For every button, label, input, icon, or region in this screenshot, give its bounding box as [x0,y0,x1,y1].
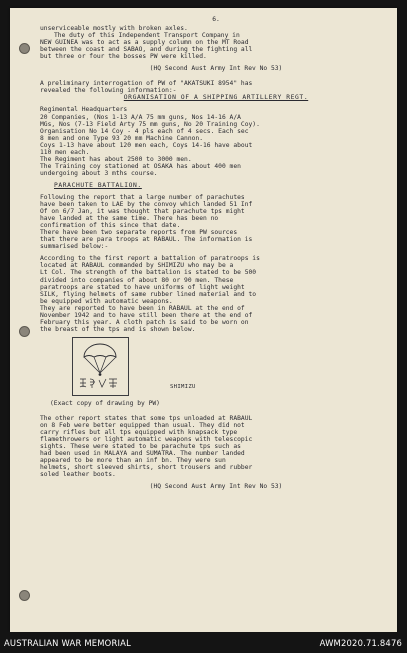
drawing-caption: (Exact copy of drawing by PW) [50,399,160,407]
text-line: but three or four the bosses PW were killed. [40,53,207,61]
footer-institution: AUSTRALIAN WAR MEMORIAL [4,638,131,648]
text-line: soled leather boots. [40,471,116,479]
text-line: SILK, flying helmets of same rubber lined material and to [40,290,257,298]
text-line: 110 men each. [40,148,90,156]
source-citation: (HQ Second Aust Army Int Rev No 53) [149,483,283,491]
page-number: 6. [212,16,220,23]
document-page [10,8,397,632]
text-line: 8 men and one Type 93 20 mm Machine Cannon. [40,134,204,142]
text-line: divided into companies of about 80 or 90 men. These [40,276,234,284]
text-line: carry rifles but all tps equipped with knapsack type [40,429,238,437]
text-line: Regimental Headquarters [40,106,128,114]
text-line: There have been two separate reports from PW sources [40,229,238,237]
paragraph-interrogation [40,80,392,94]
text-line: Lt Col. The strength of the battalion is stated to be 500 [40,269,257,277]
text-line: According to the first report a battalion of paratroops is [40,255,260,263]
text-line: be equipped with automatic weapons. [40,297,173,305]
parachute-patch-icon [72,337,152,397]
text-line: the breast of the tps and is shown below. [40,325,196,333]
text-line: The duty of this Independent Transport Company in [54,32,240,40]
text-line: The Regiment has about 2500 to 3000 men. [40,155,192,163]
text-line: confirmation of this since that date. [40,222,181,230]
text-line: undergoing about 3 mths course. [40,169,158,177]
paragraph-first-report [40,255,392,333]
text-line: November 1942 and to have still been there at the end of [40,311,253,319]
text-line: They are reported to have been in RABAUL at the end of [40,304,245,312]
text-line: paratroops are stated to have uniforms of light weight [40,283,245,291]
text-line: flamethrowers or light automatic weapons with telescopic [40,436,253,444]
text-line: February this year. A cloth patch is said to be worn on [40,318,249,326]
text-line: NEW GUINEA was to act as a supply column on the MT Road [40,39,249,47]
text-line: Following the report that a large number of parachutes [40,193,245,201]
text-line: have been taken to LAE by the convoy which landed 51 Inf [40,201,253,209]
binder-rivet-icon [19,326,30,337]
patch-drawing [40,337,392,397]
text-line: Coys 1-13 have about 120 men each, Coys 14-16 have about [40,141,253,149]
text-line: had been used in MALAYA and SUMATRA. The number landed [40,450,245,458]
text-line: helmets, short sleeved shirts, short trousers and rubber [40,464,253,472]
document-body [40,16,392,490]
text-line: summarised below:- [40,243,109,251]
paragraph-transport-company [40,25,392,60]
text-line: located at RABAUL commanded by SHIMIZU who may be a [40,262,234,270]
section-heading-artillery: ORGANISATION OF A SHIPPING ARTILLERY REGT. [123,94,309,102]
binder-rivet-icon [19,43,30,54]
text-line: between the coast and SABAO, and during the fighting all [40,46,253,54]
archive-footer [0,632,407,653]
text-line: that there are para troops at RABAUL. The information is [40,236,253,244]
text-line: 20 Companies, (Nos 1-13 A/A 75 mm guns, Nos 14-16 A/A [40,113,241,121]
paragraph-second-report [40,415,392,478]
text-line: appeared to be more than an inf bn. They were sun [40,457,226,465]
drawing-label: SHIMIZU [170,383,196,390]
text-line: unserviceable mostly with broken axles. [40,25,188,33]
text-line: have landed at the same time. There has been no [40,215,219,223]
text-line: The other report states that some tps unloaded at RABAUL [40,414,253,422]
text-line: sights. These were stated to be parachute tps such as [40,443,241,451]
footer-accession-number: AWM2020.71.8476 [319,638,402,648]
text-line: Organisation No 14 Coy - 4 pls each of 4 secs. Each sec [40,127,249,135]
paragraph-organisation [40,106,392,176]
binder-rivet-icon [19,590,30,601]
text-line: MGs, Nos (7-13 Field Arty 75 mm guns, No 20 Training Coy). [40,120,260,128]
text-line: The Training coy stationed at OSAKA has about 400 men [40,162,241,170]
paragraph-parachute-reports [40,194,392,250]
text-line: revealed the following information:- [40,87,177,95]
source-citation: (HQ Second Aust Army Int Rev No 53) [149,65,283,73]
section-heading-parachute: PARACHUTE BATTALION. [54,181,142,189]
text-line: on 8 Feb were better equipped than usual. They did not [40,421,245,429]
text-line: Of on 6/7 Jan, it was thought that parachute tps might [40,208,245,216]
text-line: A preliminary interrogation of PW of "AKATSUKI 8954" has [40,80,253,88]
